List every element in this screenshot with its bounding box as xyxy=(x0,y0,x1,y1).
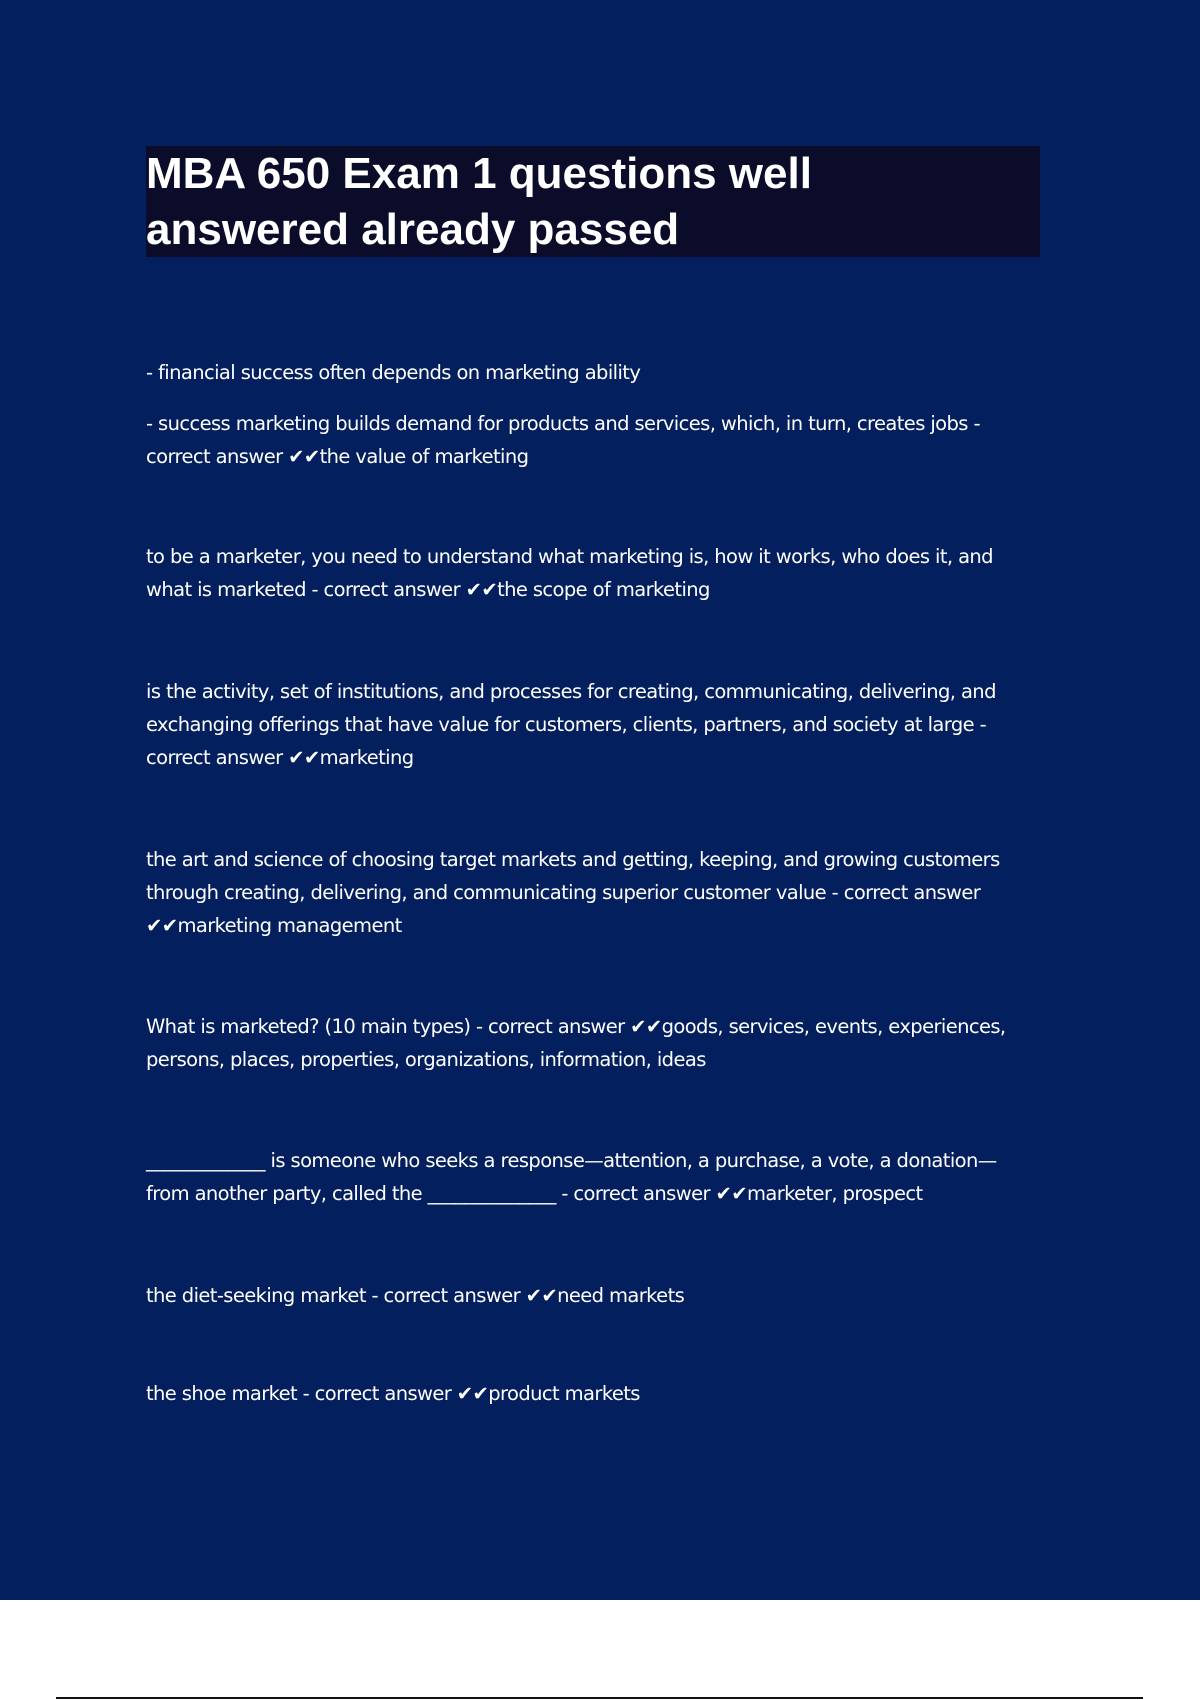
qa-entry xyxy=(146,675,1076,774)
qa-entry xyxy=(146,356,1076,389)
qa-entry xyxy=(146,1377,1076,1410)
title-line-2: answered already passed xyxy=(146,205,680,254)
qa-line: correct answer ✔✔marketing xyxy=(146,746,414,769)
qa-line: correct answer ✔✔the value of marketing xyxy=(146,445,529,468)
qa-line: - financial success often depends on marketing ability xyxy=(146,361,641,384)
qa-line: the diet-seeking market - correct answer ✔✔need markets xyxy=(146,1284,685,1307)
qa-entry xyxy=(146,1010,1076,1076)
qa-line: from another party, called the ______________ - correct answer ✔✔marketer, prospect xyxy=(146,1182,923,1205)
footer-divider xyxy=(56,1697,1143,1699)
document-title xyxy=(146,146,1040,258)
qa-entry xyxy=(146,407,1076,473)
qa-line: the shoe market - correct answer ✔✔product markets xyxy=(146,1382,640,1405)
qa-entry xyxy=(146,540,1076,606)
qa-line: What is marketed? (10 main types) - correct answer ✔✔goods, services, events, experiences, xyxy=(146,1015,1006,1038)
title-line-1: MBA 650 Exam 1 questions well xyxy=(146,149,812,198)
qa-line: through creating, delivering, and communicating superior customer value - correct answer xyxy=(146,881,981,904)
qa-line: to be a marketer, you need to understand what marketing is, how it works, who does it, and xyxy=(146,545,993,568)
qa-line: what is marketed - correct answer ✔✔the scope of marketing xyxy=(146,578,710,601)
qa-line: - success marketing builds demand for products and services, which, in turn, creates jobs - xyxy=(146,412,980,435)
qa-entry xyxy=(146,843,1076,942)
qa-line: ✔✔marketing management xyxy=(146,914,402,937)
qa-line: exchanging offerings that have value for customers, clients, partners, and society at large - xyxy=(146,713,987,736)
qa-entry xyxy=(146,1279,1076,1312)
qa-line: is the activity, set of institutions, and processes for creating, communicating, delivering, and xyxy=(146,680,996,703)
qa-line: _____________ is someone who seeks a response—attention, a purchase, a vote, a donation— xyxy=(146,1149,997,1172)
qa-line: persons, places, properties, organizations, information, ideas xyxy=(146,1048,706,1071)
qa-line: the art and science of choosing target markets and getting, keeping, and growing customers xyxy=(146,848,1000,871)
qa-entry xyxy=(146,1144,1076,1210)
